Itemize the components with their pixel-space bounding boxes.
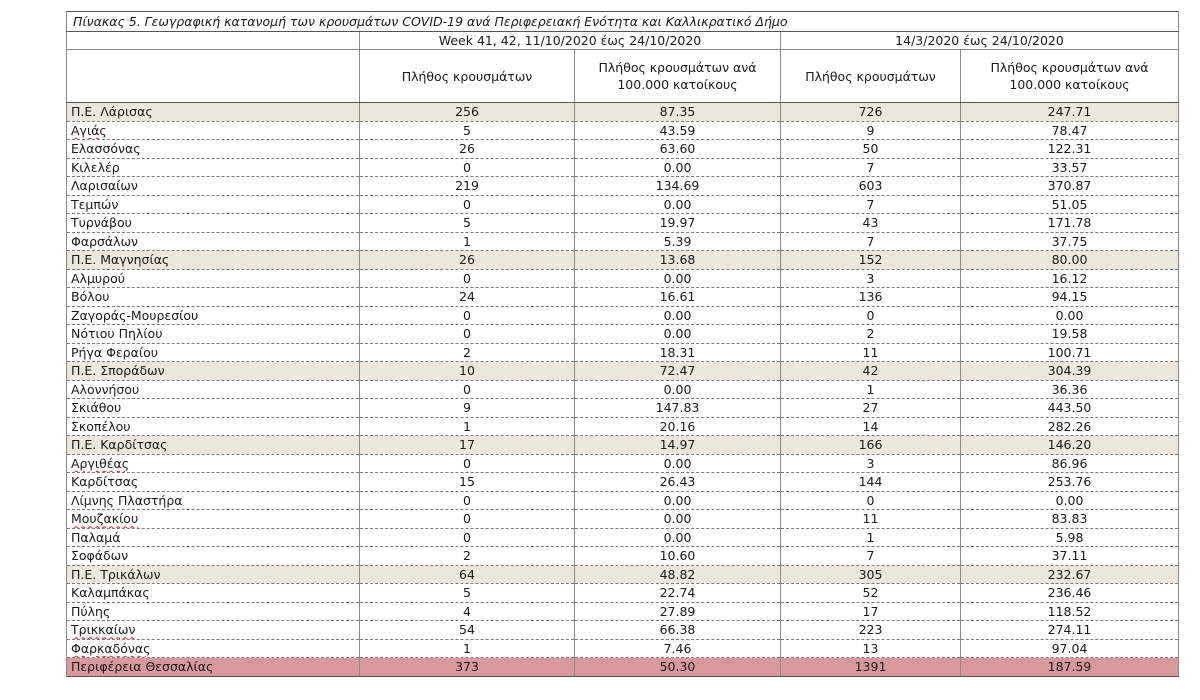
header-empty-cell	[67, 32, 360, 50]
rate-cumulative-cell: 94.15	[961, 288, 1179, 307]
municipality-row	[67, 288, 1179, 307]
rate-cumulative-cell: 274.11	[961, 621, 1179, 640]
municipality-row	[67, 399, 1179, 418]
area-name: Λαρισαίων	[71, 178, 138, 194]
area-name: Π.Ε. Σποράδων	[71, 363, 165, 379]
cases-cumulative-cell: 305	[781, 565, 961, 584]
rate-week-cell: 0.00	[575, 510, 781, 529]
rate-cumulative-cell: 37.75	[961, 232, 1179, 251]
municipality-row	[67, 602, 1179, 621]
municipality-row	[67, 232, 1179, 251]
cases-week-cell: 2	[360, 547, 575, 566]
area-name-cell	[67, 195, 360, 214]
cases-cumulative-cell: 42	[781, 362, 961, 381]
cases-week-cell: 0	[360, 528, 575, 547]
cases-cumulative-cell: 11	[781, 510, 961, 529]
municipality-row	[67, 343, 1179, 362]
area-name-cell	[67, 232, 360, 251]
area-name-cell	[67, 269, 360, 288]
cases-cumulative-cell: 3	[781, 269, 961, 288]
cases-week-cell: 1	[360, 232, 575, 251]
cases-cumulative-cell: 7	[781, 158, 961, 177]
rate-week-cell: 50.30	[575, 658, 781, 677]
unit-row	[67, 436, 1179, 455]
rate-week-cell: 87.35	[575, 103, 781, 122]
municipality-row	[67, 325, 1179, 344]
unit-row	[67, 103, 1179, 122]
municipality-row	[67, 639, 1179, 658]
rate-cumulative-cell: 282.26	[961, 417, 1179, 436]
rate-cumulative-cell: 36.36	[961, 380, 1179, 399]
municipality-row	[67, 528, 1179, 547]
rate-cumulative-cell: 232.67	[961, 565, 1179, 584]
municipality-row	[67, 380, 1179, 399]
municipality-row	[67, 584, 1179, 603]
area-name: Αλμυρού	[71, 270, 125, 286]
cases-cumulative-cell: 603	[781, 177, 961, 196]
cases-week-cell: 26	[360, 251, 575, 270]
area-name: Ελασσόνας	[71, 141, 141, 157]
cases-cumulative-cell: 11	[781, 343, 961, 362]
rate-week-cell: 7.46	[575, 639, 781, 658]
rate-week-cell: 0.00	[575, 491, 781, 510]
area-name: Αργιθέας	[71, 455, 130, 471]
municipality-row	[67, 214, 1179, 233]
rate-week-cell: 0.00	[575, 454, 781, 473]
rate-cumulative-cell: 78.47	[961, 121, 1179, 140]
area-name-cell	[67, 140, 360, 159]
municipality-row	[67, 510, 1179, 529]
rate-cumulative-cell: 37.11	[961, 547, 1179, 566]
area-name: Τρικκαίων	[71, 622, 136, 638]
unit-row	[67, 251, 1179, 270]
cases-cumulative-cell: 166	[781, 436, 961, 455]
cases-week-cell: 4	[360, 602, 575, 621]
cases-cumulative-cell: 1391	[781, 658, 961, 677]
rate-cumulative-cell: 19.58	[961, 325, 1179, 344]
rate-week-cell: 72.47	[575, 362, 781, 381]
municipality-row	[67, 417, 1179, 436]
rate-week-cell: 0.00	[575, 325, 781, 344]
rate-cumulative-cell: 443.50	[961, 399, 1179, 418]
header-empty-cell	[67, 50, 360, 103]
area-name-cell	[67, 584, 360, 603]
area-name-cell	[67, 103, 360, 122]
rate-week-cell: 0.00	[575, 306, 781, 325]
municipality-row	[67, 158, 1179, 177]
cases-week-cell: 5	[360, 214, 575, 233]
rate-week-cell: 27.89	[575, 602, 781, 621]
rate-cumulative-cell: 51.05	[961, 195, 1179, 214]
area-name-cell	[67, 436, 360, 455]
area-name-cell	[67, 343, 360, 362]
municipality-row	[67, 621, 1179, 640]
area-name-cell	[67, 306, 360, 325]
period-header-cumulative: 14/3/2020 έως 24/10/2020	[781, 32, 1179, 50]
area-name-cell	[67, 325, 360, 344]
cases-week-cell: 24	[360, 288, 575, 307]
rate-week-cell: 66.38	[575, 621, 781, 640]
area-name: Κιλελέρ	[71, 159, 120, 175]
cases-week-cell: 54	[360, 621, 575, 640]
area-name: Σοφάδων	[71, 548, 129, 564]
rate-cumulative-cell: 5.98	[961, 528, 1179, 547]
area-name-cell	[67, 417, 360, 436]
municipality-row	[67, 547, 1179, 566]
rate-cumulative-cell: 33.57	[961, 158, 1179, 177]
area-name: Φαρσάλων	[71, 233, 139, 249]
rate-week-cell: 18.31	[575, 343, 781, 362]
cases-cumulative-cell: 0	[781, 306, 961, 325]
area-name-cell	[67, 214, 360, 233]
unit-row	[67, 565, 1179, 584]
area-name: Νότιου Πηλίου	[71, 326, 163, 342]
area-name: Περιφέρεια Θεσσαλίας	[71, 659, 214, 675]
rate-cumulative-cell: 187.59	[961, 658, 1179, 677]
cases-week-cell: 5	[360, 584, 575, 603]
cases-cumulative-cell: 50	[781, 140, 961, 159]
cases-week-cell: 0	[360, 454, 575, 473]
area-name: Μουζακίου	[71, 511, 139, 527]
rate-week-cell: 22.74	[575, 584, 781, 603]
area-name-cell	[67, 565, 360, 584]
rate-cumulative-cell: 304.39	[961, 362, 1179, 381]
cases-week-cell: 0	[360, 195, 575, 214]
area-name: Αλοννήσου	[71, 381, 140, 397]
cases-cumulative-cell: 14	[781, 417, 961, 436]
rate-week-cell: 0.00	[575, 269, 781, 288]
cases-week-cell: 0	[360, 510, 575, 529]
rate-cumulative-cell: 370.87	[961, 177, 1179, 196]
cases-week-cell: 0	[360, 491, 575, 510]
rate-week-cell: 63.60	[575, 140, 781, 159]
cases-cumulative-cell: 2	[781, 325, 961, 344]
cases-cumulative-cell: 7	[781, 547, 961, 566]
rate-cumulative-cell: 80.00	[961, 251, 1179, 270]
area-name: Π.Ε. Τρικάλων	[71, 566, 161, 582]
area-name-cell	[67, 621, 360, 640]
table-title: Πίνακας 5. Γεωγραφική κατανομή των κρουσμάτων COVID-19 ανά Περιφερειακή Ενότητα και Καλλικρατικό Δήμο	[67, 12, 1179, 32]
cases-cumulative-cell: 7	[781, 232, 961, 251]
rate-week-cell: 0.00	[575, 158, 781, 177]
cases-week-cell: 15	[360, 473, 575, 492]
area-name: Σκιάθου	[71, 400, 122, 416]
rate-week-cell: 19.97	[575, 214, 781, 233]
area-name-cell	[67, 658, 360, 677]
area-name: Βόλου	[71, 289, 110, 305]
rate-week-cell: 10.60	[575, 547, 781, 566]
area-name-cell	[67, 399, 360, 418]
area-name: Ζαγοράς-Μουρεσίου	[71, 307, 199, 323]
area-name: Καλαμπάκας	[71, 585, 150, 601]
cases-cumulative-cell: 136	[781, 288, 961, 307]
cases-cumulative-cell: 17	[781, 602, 961, 621]
rate-cumulative-cell: 0.00	[961, 306, 1179, 325]
cases-week-cell: 1	[360, 417, 575, 436]
area-name-cell	[67, 510, 360, 529]
rate-cumulative-cell: 86.96	[961, 454, 1179, 473]
municipality-row	[67, 306, 1179, 325]
rate-cumulative-cell: 253.76	[961, 473, 1179, 492]
municipality-row	[67, 195, 1179, 214]
area-name: Αγιάς	[71, 122, 107, 138]
rate-cumulative-cell: 100.71	[961, 343, 1179, 362]
area-name-cell	[67, 380, 360, 399]
cases-week-cell: 0	[360, 306, 575, 325]
total-row	[67, 658, 1179, 677]
area-name-cell	[67, 473, 360, 492]
area-name: Πύλης	[71, 603, 111, 619]
municipality-row	[67, 177, 1179, 196]
cases-cumulative-cell: 52	[781, 584, 961, 603]
area-name-cell	[67, 362, 360, 381]
rate-cumulative-cell: 122.31	[961, 140, 1179, 159]
cases-cumulative-cell: 0	[781, 491, 961, 510]
cases-cumulative-cell: 144	[781, 473, 961, 492]
municipality-row	[67, 121, 1179, 140]
cases-week-cell: 0	[360, 325, 575, 344]
rate-week-cell: 147.83	[575, 399, 781, 418]
area-name: Παλαμά	[71, 529, 121, 545]
cases-week-cell: 219	[360, 177, 575, 196]
municipality-row	[67, 454, 1179, 473]
cases-week-cell: 1	[360, 639, 575, 658]
rate-week-cell: 26.43	[575, 473, 781, 492]
cases-cumulative-cell: 1	[781, 380, 961, 399]
rate-week-cell: 13.68	[575, 251, 781, 270]
cases-week-cell: 256	[360, 103, 575, 122]
area-name-cell	[67, 547, 360, 566]
area-name: Π.Ε. Μαγνησίας	[71, 252, 170, 268]
cases-cumulative-cell: 152	[781, 251, 961, 270]
cases-week-cell: 0	[360, 380, 575, 399]
area-name-cell	[67, 158, 360, 177]
rate-week-cell: 14.97	[575, 436, 781, 455]
area-name-cell	[67, 251, 360, 270]
cases-week-cell: 17	[360, 436, 575, 455]
area-name-cell	[67, 454, 360, 473]
unit-row	[67, 362, 1179, 381]
area-name-cell	[67, 177, 360, 196]
rate-cumulative-cell: 247.71	[961, 103, 1179, 122]
area-name-cell	[67, 528, 360, 547]
cases-week-cell: 0	[360, 158, 575, 177]
cases-cumulative-cell: 9	[781, 121, 961, 140]
area-name: Τυρνάβου	[71, 215, 132, 231]
area-name-cell	[67, 639, 360, 658]
cases-cumulative-cell: 223	[781, 621, 961, 640]
cases-cumulative-cell: 726	[781, 103, 961, 122]
rate-cumulative-cell: 16.12	[961, 269, 1179, 288]
rate-cumulative-cell: 0.00	[961, 491, 1179, 510]
cases-week-cell: 9	[360, 399, 575, 418]
col-header-rate: Πλήθος κρουσμάτων ανά 100.000 κατοίκους	[961, 50, 1179, 103]
cases-cumulative-cell: 13	[781, 639, 961, 658]
municipality-row	[67, 473, 1179, 492]
cases-cumulative-cell: 27	[781, 399, 961, 418]
area-name: Ρήγα Φεραίου	[71, 344, 158, 360]
rate-cumulative-cell: 171.78	[961, 214, 1179, 233]
col-header-cases: Πλήθος κρουσμάτων	[360, 50, 575, 103]
area-name: Φαρκαδόνας	[71, 640, 151, 656]
rate-week-cell: 0.00	[575, 380, 781, 399]
area-name-cell	[67, 491, 360, 510]
area-name: Καρδίτσας	[71, 474, 139, 490]
rate-cumulative-cell: 97.04	[961, 639, 1179, 658]
cases-week-cell: 26	[360, 140, 575, 159]
period-header-week: Week 41, 42, 11/10/2020 έως 24/10/2020	[360, 32, 781, 50]
area-name-cell	[67, 288, 360, 307]
cases-week-cell: 373	[360, 658, 575, 677]
rate-week-cell: 5.39	[575, 232, 781, 251]
area-name: Σκοπέλου	[71, 418, 131, 434]
cases-week-cell: 10	[360, 362, 575, 381]
rate-cumulative-cell: 236.46	[961, 584, 1179, 603]
rate-cumulative-cell: 83.83	[961, 510, 1179, 529]
rate-cumulative-cell: 146.20	[961, 436, 1179, 455]
rate-cumulative-cell: 118.52	[961, 602, 1179, 621]
col-header-rate: Πλήθος κρουσμάτων ανά 100.000 κατοίκους	[575, 50, 781, 103]
rate-week-cell: 20.16	[575, 417, 781, 436]
cases-cumulative-cell: 1	[781, 528, 961, 547]
cases-week-cell: 5	[360, 121, 575, 140]
cases-cumulative-cell: 3	[781, 454, 961, 473]
area-name-cell	[67, 602, 360, 621]
municipality-row	[67, 140, 1179, 159]
covid-cases-table	[66, 11, 1179, 677]
cases-week-cell: 2	[360, 343, 575, 362]
cases-cumulative-cell: 7	[781, 195, 961, 214]
municipality-row	[67, 491, 1179, 510]
rate-week-cell: 16.61	[575, 288, 781, 307]
rate-week-cell: 134.69	[575, 177, 781, 196]
area-name-cell	[67, 121, 360, 140]
area-name: Τεμπών	[71, 196, 119, 212]
area-name: Π.Ε. Καρδίτσας	[71, 437, 168, 453]
col-header-cases: Πλήθος κρουσμάτων	[781, 50, 961, 103]
rate-week-cell: 43.59	[575, 121, 781, 140]
area-name: Λίμνης Πλαστήρα	[71, 492, 183, 508]
area-name: Π.Ε. Λάρισας	[71, 104, 153, 120]
cases-cumulative-cell: 43	[781, 214, 961, 233]
cases-week-cell: 64	[360, 565, 575, 584]
cases-week-cell: 0	[360, 269, 575, 288]
rate-week-cell: 0.00	[575, 528, 781, 547]
rate-week-cell: 0.00	[575, 195, 781, 214]
municipality-row	[67, 269, 1179, 288]
rate-week-cell: 48.82	[575, 565, 781, 584]
